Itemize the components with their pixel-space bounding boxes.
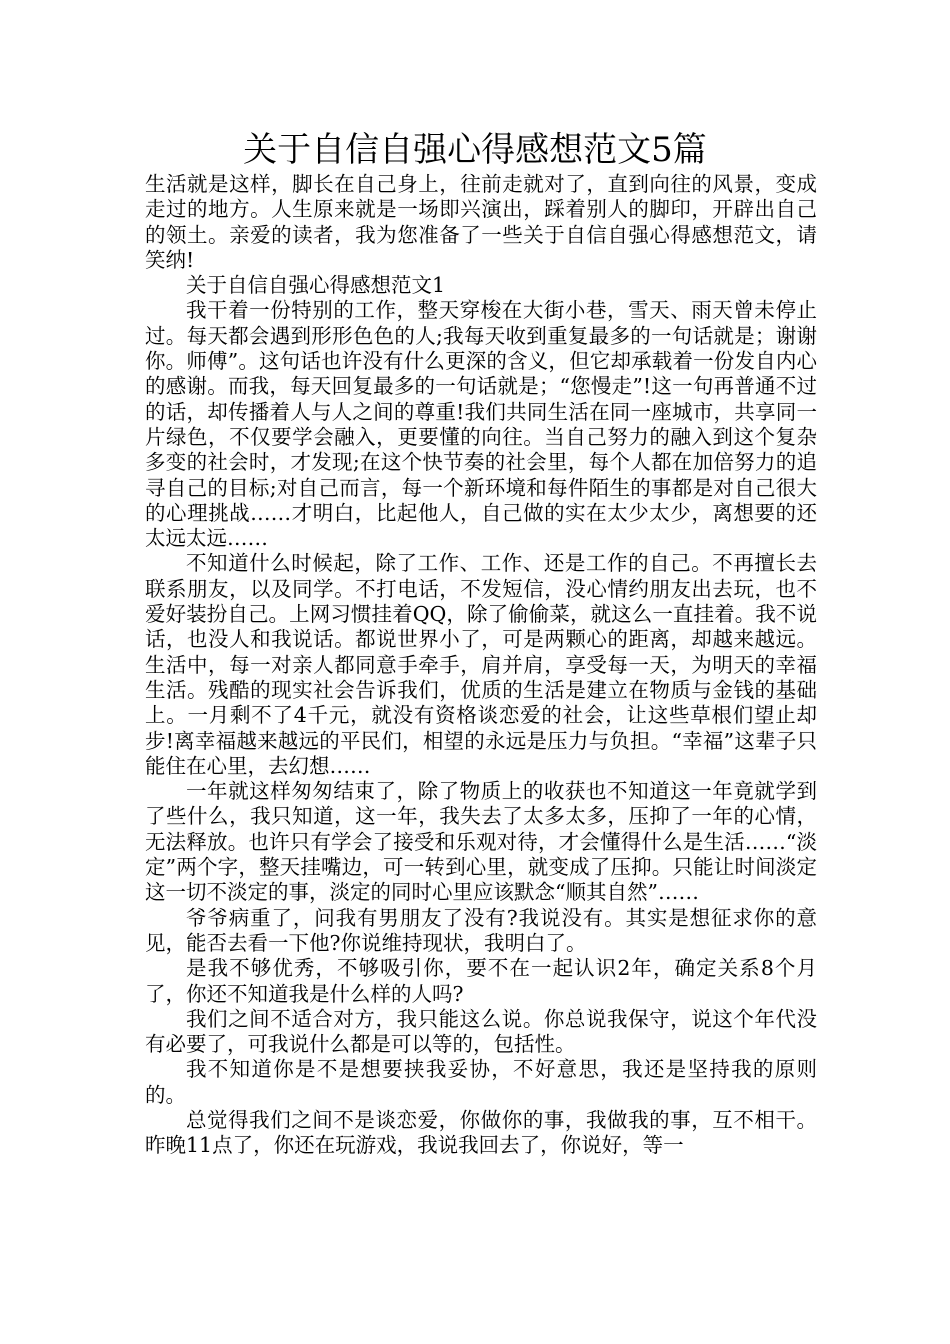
body-paragraph: 我干着一份特别的工作，整天穿梭在大街小巷，雪天、雨天曾未停止过。每天都会遇到形形色色的人;我每天收到重复最多的一句话就是；谢谢你。师傅”。这句话也许没有什么更深的含义，但它却承载着一份发自内心的感谢。而我，每天回复最多的一句话就是；“您慢走”!这一句再普通不过的话，却传播着人与人之间的尊重!我们共同生活在同一座城市，共享同一片绿色，不仅要学会融入，更要懂的向往。当自己努力的融入到这个复杂多变的社会时，才发现;在这个快节奏的社会里，每个人都在加倍努力的追寻自己的目标;对自己而言，每一个新环境和每件陌生的事都是对自己很大的心理挑战……才明白，比起他人，自己做的实在太少太少，离想要的还太远太远…… bbox=[145, 298, 817, 551]
section-heading: 关于自信自强心得感想范文1 bbox=[186, 273, 446, 298]
body-paragraph: 总觉得我们之间不是谈恋爱，你做你的事，我做我的事，互不相干。昨晚11点了，你还在玩游戏，我说我回去了，你说好，等一 bbox=[145, 1107, 817, 1158]
body-paragraph: 一年就这样匆匆结束了，除了物质上的收获也不知道这一年竟就学到了些什么，我只知道，这一年，我失去了太多太多，压抑了一年的心情，无法释放。也许只有学会了接受和乐观对待，才会懂得什么是生活……“淡定”两个字，整天挂嘴边，可一转到心里，就变成了压抑。只能让时间淡定这一切不淡定的事，淡定的同时心里应该默念“顺其自然”…… bbox=[145, 779, 817, 905]
body-paragraph: 是我不够优秀，不够吸引你，要不在一起认识2年，确定关系8个月了，你还不知道我是什么样的人吗? bbox=[145, 956, 817, 1006]
body-paragraph: 我们之间不适合对方，我只能这么说。你总说我保守，说这个年代没有必要了，可我说什么都是可以等的，包括性。 bbox=[145, 1006, 817, 1057]
document-title: 关于自信自强心得感想范文5篇 bbox=[243, 130, 707, 170]
body-paragraph: 爷爷病重了，问我有男朋友了没有?我说没有。其实是想征求你的意见，能否去看一下他?你说维持现状，我明白了。 bbox=[145, 905, 817, 955]
body-paragraph: 我不知道你是不是想要挟我妥协，不好意思，我还是坚持我的原则的。 bbox=[145, 1057, 817, 1107]
intro-paragraph: 生活就是这样，脚长在自己身上，往前走就对了，直到向往的风景，变成走过的地方。人生原来就是一场即兴演出，踩着别人的脚印，开辟出自己的领土。亲爱的读者，我为您准备了一些关于自信自强心得感想范文，请笑纳! bbox=[145, 172, 817, 272]
document-body bbox=[145, 172, 817, 1159]
body-paragraph: 不知道什么时候起，除了工作、工作、还是工作的自己。不再擅长去联系朋友，以及同学。不打电话，不发短信，没心情约朋友出去玩，也不爱好装扮自己。上网习惯挂着QQ，除了偷偷菜，就这么一直挂着。我不说话，也没人和我说话。都说世界小了，可是两颗心的距离，却越来越远。生活中，每一对亲人都同意手牵手，肩并肩，享受每一天，为明天的幸福生活。残酷的现实社会告诉我们，优质的生活是建立在物质与金钱的基础上。一月剩不了4千元，就没有资格谈恋爱的社会，让这些草根们望止却步!离幸福越来越远的平民们，相望的永远是压力与负担。“幸福”这辈子只能住在心里，去幻想…… bbox=[145, 551, 817, 778]
